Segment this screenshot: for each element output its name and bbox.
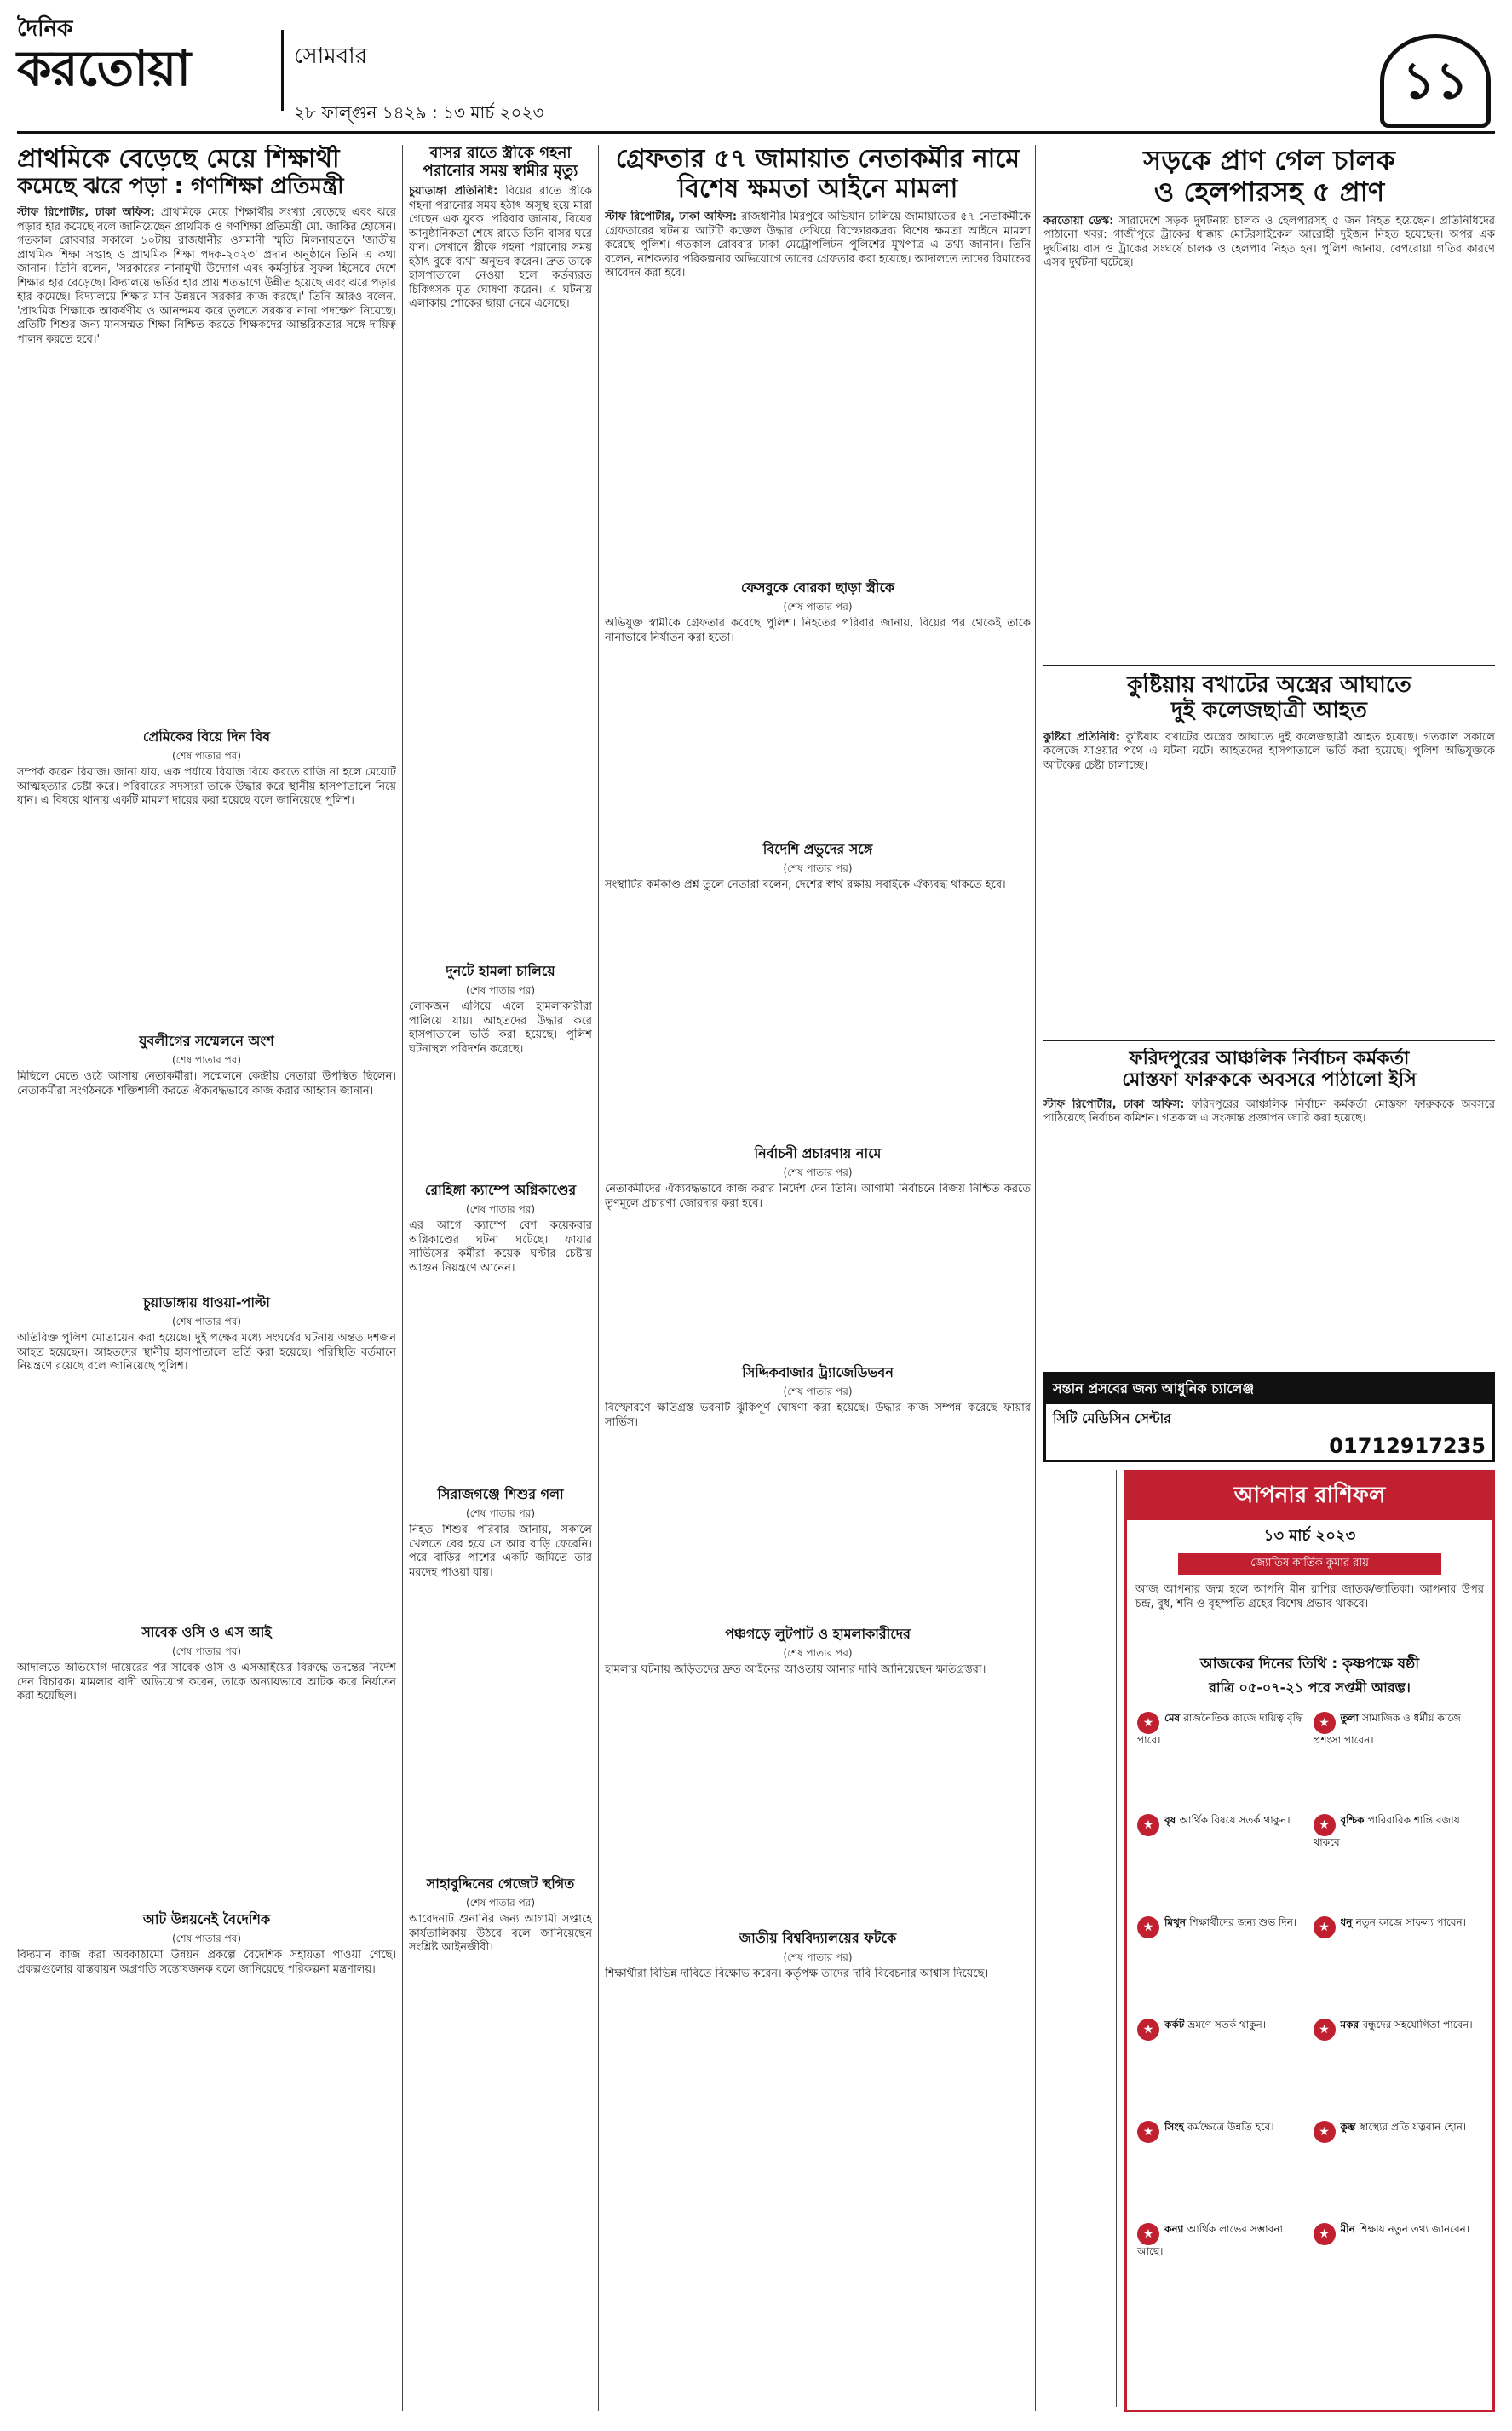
column-rule	[1035, 145, 1036, 2411]
article-text: বিয়ের রাতে স্ত্রীকে গহনা পরানোর সময় হঠাৎ অসুস্থ হয়ে মারা গেছেন এক যুবক। পরিবার জানায়, বিয়ের আনুষ্ঠানিকতা শেষে রাতে তিনি বাসর ঘরে যান। সেখানে স্ত্রীকে গহনা পরানোর সময় হঠাৎ বুকে ব্যথা অনুভব করেন। দ্রুত তাকে হাসপাতালে নেওয়া হলে কর্তব্যরত চিকিৎসক মৃত ঘোষণা করেন। এ ঘটনায় এলাকায় শোকের ছায়া নেমে এসেছে।	[409, 185, 592, 311]
horoscope-box	[1124, 1470, 1495, 2412]
continuation: (শেষ পাতার পর)	[783, 1951, 853, 1963]
horoscope-title: আপনার রাশিফল	[1127, 1472, 1492, 1520]
article-body: এর আগে ক্যাম্পে বেশ কয়েকবার অগ্নিকাণ্ডের ঘটনা ঘটেছে। ফায়ার সার্ভিসের কর্মীরা কয়েক ঘণ্টার চেষ্টায় আগুন নিয়ন্ত্রণে আনেন।	[409, 1219, 592, 1275]
continuation: (শেষ পাতার পর)	[465, 1897, 536, 1910]
subhead: সিরাজগঞ্জে শিশুর গলা	[437, 1486, 564, 1503]
article-jamaat-arrest	[605, 145, 1031, 2411]
zodiac-text: স্বাস্থ্যের প্রতি যত্নবান হোন।	[1359, 2121, 1467, 2133]
zodiac-text: আর্থিক লাভের সম্ভাবনা আছে।	[1137, 2223, 1283, 2257]
brand-small: দৈনিক	[17, 16, 73, 42]
horoscope-tithi: আজকের দিনের তিথি : কৃষ্ণপক্ষে ষষ্ঠী	[1199, 1656, 1420, 1673]
page-number: ১১	[1380, 34, 1491, 128]
zodiac-icon: ★	[1314, 1916, 1336, 1938]
continuation: (শেষ পাতার পর)	[171, 1054, 242, 1067]
article-body	[17, 206, 396, 717]
article-body: হামলার ঘটনায় জড়িতদের দ্রুত আইনের আওতায় আনার দাবি জানিয়েছেন ক্ষতিগ্রস্তরা।	[605, 1663, 986, 1676]
zodiac-text: আর্থিক বিষয়ে সতর্ক থাকুন।	[1179, 1814, 1291, 1826]
headline-second: মোস্তফা ফারুককে অবসরে পাঠালো ইসি	[1122, 1069, 1417, 1092]
article-body: বিস্ফোরণে ক্ষতিগ্রস্ত ভবনটি ঝুঁকিপূর্ণ ঘোষণা করা হয়েছে। উদ্ধার কাজ সম্পন্ন করেছে ফায়ার সার্ভিস।	[605, 1402, 1031, 1429]
zodiac-text: নতুন কাজে সাফল্য পাবেন।	[1355, 1916, 1466, 1928]
continuation: (শেষ পাতার পর)	[465, 1507, 536, 1520]
article-body: অতিরিক্ত পুলিশ মোতায়েন করা হয়েছে। দুই পক্ষের মধ্যে সংঘর্ষের ঘটনায় অন্তত দশজন আহত হয়েছেন। আহতদের স্থানীয় হাসপাতালে ভর্তি করা হয়েছে। পরিস্থিতি বর্তমানে নিয়ন্ত্রণে রয়েছে বলে জানিয়েছে পুলিশ।	[17, 1332, 396, 1374]
brand-big: করতোয়া	[17, 39, 191, 97]
article-text: রাজধানীর মিরপুরে অভিযান চালিয়ে জামায়াতের ৫৭ নেতাকর্মীকে গ্রেফতারের ঘটনায় আটটি কক্তেল উদ্ধার দেখিয়ে বিস্ফোরকদ্রব্য বিশেষ ক্ষমতা আইনে মামলা করেছে পুলিশ। গতকাল রোববার ঢাকা মেট্রোপলিটন পুলিশের মুখপাত্র এ তথ্য জানান। তিনি বলেন, নাশকতার পরিকল্পনার অভিযোগে তাদের গ্রেফতার করা হয়েছে। আদালতে তাদের রিমান্ডের আবেদন করা হবে।	[605, 210, 1031, 279]
zodiac-text: সামাজিক ও ধর্মীয় কাজে প্রশংসা পাবেন।	[1313, 1712, 1461, 1746]
zodiac-sign	[1134, 2218, 1310, 2320]
continuation: (শেষ পাতার পর)	[171, 750, 242, 763]
subhead: যুবলীগের সম্মেলনে অংশ	[139, 1033, 274, 1050]
zodiac-name: মিথুন	[1164, 1916, 1190, 1928]
article-body	[1043, 731, 1495, 1004]
subhead: সাবেক ওসি ও এস আই	[141, 1624, 272, 1641]
subhead: দুনটে হামলা চালিয়ে	[446, 963, 555, 980]
zodiac-icon: ★	[1137, 1712, 1159, 1734]
zodiac-icon: ★	[1137, 1814, 1159, 1836]
zodiac-sign	[1134, 1911, 1310, 2013]
zodiac-sign	[1310, 1911, 1486, 2013]
article-body: অভিযুক্ত স্বামীকে গ্রেফতার করেছে পুলিশ। নিহতের পরিবার জানায়, বিয়ের পর থেকেই তাকে নানাভাবে নির্যাতন করা হতো।	[605, 617, 1031, 644]
zodiac-icon: ★	[1314, 2121, 1336, 2143]
headline: কুষ্টিয়ায় বখাটের অস্ত্রের আঘাতে	[1127, 673, 1411, 698]
headline: ফরিদপুরের আঞ্চলিক নির্বাচন কর্মকর্তা	[1129, 1048, 1410, 1069]
zodiac-icon: ★	[1314, 1712, 1336, 1734]
subhead: সিদ্দিকবাজার ট্র্যাজেডিভবন	[742, 1364, 894, 1380]
article-body: বিদ্যমান কাজ করা অবকাঠামো উন্নয়ন প্রকল্পে বৈদেশিক সহায়তা পাওয়া গেছে। প্রকল্পগুলোর বাস্তবায়ন অগ্রগতি সন্তোষজনক বলে জানিয়েছে পরিকল্পনা মন্ত্রণালয়।	[17, 1949, 396, 1976]
dateline: স্টাফ রিপোর্টার, ঢাকা অফিস:	[17, 206, 155, 220]
dateline: চুয়াডাঙ্গা প্রতিনিধি:	[409, 185, 498, 199]
continuation: (শেষ পাতার পর)	[783, 1167, 853, 1178]
zodiac-name: মীন	[1340, 2223, 1359, 2235]
article-body: নেতাকর্মীদের ঐক্যবদ্ধভাবে কাজ করার নির্দেশ দেন তিনি। আগামী নির্বাচনে বিজয় নিশ্চিত করতে তৃণমূলে প্রচারণা জোরদার করা হবে।	[605, 1183, 1031, 1210]
headline: গ্রেফতার ৫৭ জামায়াত নেতাকর্মীর নামে বিশেষ ক্ষমতা আইনে মামলা	[615, 145, 1020, 204]
zodiac-text: পারিবারিক শান্তি বজায় থাকবে।	[1313, 1814, 1460, 1848]
article-body: আবেদনটি শুনানির জন্য আগামী সপ্তাহে কার্যতালিকায় উঠবে বলে জানিয়েছেন সংশ্লিষ্ট আইনজীবী।	[409, 1913, 592, 1955]
zodiac-sign	[1310, 1809, 1486, 1911]
zodiac-name: মকর	[1340, 2019, 1363, 2031]
zodiac-sign	[1134, 2116, 1310, 2218]
masthead-rule	[17, 131, 1495, 134]
article-text: সারাদেশে সড়ক দুর্ঘটনায় চালক ও হেলপারসহ ৫ জন নিহত হয়েছেন। প্রতিনিধিদের পাঠানো খবর: গাজীপুরে ট্রাকের ধাক্কায় মোটরসাইকেল আরোহী দুইজন নিহত হয়েছেন। অপর এক দুর্ঘটনায় বাস ও ট্রাকের সংঘর্ষে চালক ও হেলপার নিহত হন। পুলিশ জানায়, বেপরোয়া গতির কারণে এসব দুর্ঘটনা ঘটেছে।	[1043, 214, 1495, 270]
article-body	[1043, 215, 1495, 624]
horoscope-author: জ্যোতিষ কার্তিক কুমার রায়	[1178, 1553, 1441, 1575]
headline: সড়কে প্রাণ গেল চালক	[1143, 145, 1395, 176]
dateline: কুষ্টিয়া প্রতিনিধি:	[1043, 730, 1120, 744]
zodiac-sign	[1134, 1707, 1310, 1809]
zodiac-text: শিক্ষায় নতুন তথ্য জানবেন।	[1358, 2223, 1470, 2235]
section-rule	[1043, 665, 1495, 666]
article-body: মিছিলে মেতে ওঠে আসায় নেতাকর্মীরা। সম্মেলনে কেন্দ্রীয় নেতারা উপস্থিত ছিলেন। নেতাকর্মীরা সংগঠনকে শক্তিশালী করতে ঐক্যবদ্ধভাবে কাজ করার আহ্বান জানান।	[17, 1070, 396, 1097]
article-election-officer	[1043, 1048, 1495, 1363]
article-body	[1043, 1098, 1495, 1337]
zodiac-text: কর্মক্ষেত্রে উন্নতি হবে।	[1187, 2121, 1274, 2133]
article-body: লোকজন এগিয়ে এলে হামলাকারীরা পালিয়ে যায়। আহতদের উদ্ধার করে হাসপাতালে ভর্তি করা হয়েছে। পুলিশ ঘটনাস্থল পরিদর্শন করেছে।	[409, 1000, 592, 1056]
column-rule	[402, 145, 403, 2411]
article-text: কুষ্টিয়ায় বখাটের অস্ত্রের আঘাতে দুই কলেজছাত্রী আহত হয়েছে। গতকাল সকালে কলেজে যাওয়ার পথে এ ঘটনা ঘটে। আহতদের হাসপাতালে ভর্তি করা হয়েছে। পুলিশ অভিযুক্তকে আটকের চেষ্টা চালাচ্ছে।	[1043, 730, 1495, 772]
subhead: বিদেশি প্রভুদের সঙ্গে	[762, 841, 873, 857]
zodiac-text: ভ্রমণে সতর্ক থাকুন।	[1187, 2019, 1267, 2031]
subhead: নির্বাচনী প্রচারণায় নামে	[754, 1145, 882, 1161]
zodiac-text: রাজনৈতিক কাজে দায়িত্ব বৃদ্ধি পাবে।	[1137, 1712, 1303, 1746]
masthead-divider	[281, 30, 284, 111]
continuation: (শেষ পাতার পর)	[783, 862, 853, 874]
article-kushtia-attack	[1043, 673, 1495, 1031]
zodiac-name: মেষ	[1164, 1712, 1184, 1724]
zodiac-sign	[1310, 1707, 1486, 1809]
zodiac-icon: ★	[1314, 2223, 1336, 2245]
zodiac-icon: ★	[1314, 1814, 1336, 1836]
issue-date: ২৮ ফাল্গুন ১৪২৯ : ১৩ মার্চ ২০২৩	[294, 102, 544, 123]
zodiac-name: কন্যা	[1164, 2223, 1187, 2235]
zodiac-name: বৃষ	[1164, 1814, 1180, 1826]
subhead: পঞ্চগড়ে লুটপাট ও হামলাকারীদের	[725, 1626, 911, 1642]
headline: বাসর রাতে স্ত্রীকে গহনা পরানোর সময় স্বামীর মৃত্যু	[423, 145, 578, 180]
headline-second: ও হেলপারসহ ৫ প্রাণ	[1153, 175, 1385, 208]
horoscope-date: ১৩ মার্চ ২০২৩	[1263, 1527, 1356, 1545]
zodiac-grid	[1127, 1707, 1492, 2320]
continuation: (শেষ পাতার পর)	[783, 1647, 853, 1659]
zodiac-icon: ★	[1314, 2019, 1336, 2041]
zodiac-icon: ★	[1137, 2121, 1159, 2143]
horoscope-intro: আজ আপনার জন্ম হলে আপনি মীন রাশির জাতক/জাতিকা। আপনার উপর চন্দ্র, বুধ, শনি ও বৃহস্পতি গ্রহের বিশেষ প্রভাব থাকবে।	[1135, 1583, 1484, 1610]
zodiac-icon: ★	[1137, 2223, 1159, 2245]
article-body: আদালতে অভিযোগ দায়েরের পর সাবেক ওসি ও এসআইয়ের বিরুদ্ধে তদন্তের নির্দেশ দেন বিচারক। মামলার বাদী অভিযোগ করেন, তাকে অন্যায়ভাবে আটক করে নির্যাতন করা হয়েছিল।	[17, 1662, 396, 1703]
masthead-logo	[17, 17, 273, 119]
zodiac-sign	[1310, 2218, 1486, 2320]
subhead: প্রেমিকের বিয়ে দিন বিষ	[142, 729, 271, 746]
headline: প্রাথমিকে বেড়েছে মেয়ে শিক্ষার্থী	[17, 145, 340, 174]
zodiac-icon: ★	[1137, 1916, 1159, 1938]
continuation: (শেষ পাতার পর)	[171, 1316, 242, 1328]
horoscope-tithi-second: রাত্রি ০৫-০৭-২১ পরে সপ্তমী আরম্ভ।	[1209, 1679, 1411, 1696]
continuation: (শেষ পাতার পর)	[465, 1203, 536, 1216]
zodiac-text: বন্ধুদের সহযোগিতা পাবেন।	[1362, 2019, 1473, 2031]
ad-phone: 01712917235	[1329, 1434, 1486, 1458]
section-rule	[1043, 1040, 1495, 1041]
article-body: সম্পর্ক করেন রিয়াজ। জানা যায়, এক পর্যায়ে রিয়াজ বিয়ে করতে রাজি না হলে মেয়েটি আত্মহত্যার চেষ্টা করে। পরিবারের সদস্যরা তাকে উদ্ধার করে স্থানীয় হাসপাতালে নিয়ে যান। এ বিষয়ে থানায় একটি মামলা দায়ের করা হয়েছে বলে জানিয়েছে পুলিশ।	[17, 766, 396, 808]
article-body: নিহত শিশুর পরিবার জানায়, সকালে খেলতে বের হয়ে সে আর বাড়ি ফেরেনি। পরে বাড়ির পাশের একটি জমিতে তার মরদেহ পাওয়া যায়।	[409, 1524, 592, 1579]
zodiac-sign	[1310, 2013, 1486, 2116]
zodiac-sign	[1310, 2116, 1486, 2218]
continuation: (শেষ পাতার পর)	[171, 1645, 242, 1658]
subhead: রোহিঙ্গা ক্যাম্পে অগ্নিকাণ্ডের	[424, 1182, 577, 1199]
dateline: স্টাফ রিপোর্টার, ঢাকা অফিস:	[605, 210, 738, 223]
article-text: প্রাথমিকে মেয়ে শিক্ষার্থীর সংখ্যা বেড়েছে এবং ঝরে পড়ার হার কমেছে বলে জানিয়েছেন প্রাথমিক ও গণশিক্ষা প্রতিমন্ত্রী মো. জাকির হোসেন। গতকাল রোববার সকালে ১০টায় রাজধানীর ওসমানী স্মৃতি মিলনায়তনে 'জাতীয় প্রাথমিক শিক্ষা সপ্তাহ ও প্রাথমিক শিক্ষা পদক-২০২৩' প্রদান অনুষ্ঠানে তিনি এ কথা জানান। তিনি বলেন, 'সরকারের নানামুখী উদ্যোগ এবং কর্মসূচির সুফল হিসেবে দেশে শিক্ষার হার বেড়েছে। বিদ্যালয়ে ভর্তির হার প্রায় শতভাগে উন্নীত হয়েছে এবং ঝরে পড়ার হার কমেছে। বিদ্যালয়ে শিক্ষার মান উন্নয়নে সরকার কাজ করছে।' তিনি আরও বলেন, 'প্রাথমিক শিক্ষাকে আকর্ষণীয় ও আনন্দময় করে তুলতে সরকার নানা পদক্ষেপ নিয়েছে। প্রতিটি শিশুর জন্য মানসম্মত শিক্ষা নিশ্চিত করতে শিক্ষকদের আন্তরিকতার সঙ্গে দায়িত্ব পালন করতে হবে।'	[17, 206, 396, 346]
continuation: (শেষ পাতার পর)	[171, 1933, 242, 1945]
column-rule	[598, 145, 599, 2411]
article-body: শিক্ষার্থীরা বিভিন্ন দাবিতে বিক্ষোভ করেন। কর্তৃপক্ষ তাদের দাবি বিবেচনার আশ্বাস দিয়েছে।	[605, 1967, 989, 1980]
subhead: আট উন্নয়নেই বৈদেশিক	[142, 1911, 271, 1928]
dateline: করতোয়া ডেস্ক:	[1043, 214, 1114, 228]
article-text: ফরিদপুরের আঞ্চলিক নির্বাচন কর্মকর্তা মোস্তফা ফারুককে অবসরে পাঠিয়েছে নির্বাচন কমিশন। গতকাল এ সংক্রান্ত প্রজ্ঞাপন জারি করা হয়েছে।	[1043, 1097, 1495, 1126]
zodiac-name: বৃশ্চিক	[1340, 1814, 1368, 1826]
article-body: সংস্থাটির কর্মকাণ্ড প্রশ্ন তুলে নেতারা বলেন, দেশের স্বার্থ রক্ষায় সবাইকে ঐক্যবদ্ধ থাকতে হবে।	[605, 879, 1006, 891]
weekday: সোমবার	[294, 43, 368, 69]
zodiac-name: কর্কট	[1164, 2019, 1188, 2031]
zodiac-sign	[1134, 1809, 1310, 1911]
article-wedding-night-death	[409, 145, 592, 2411]
subhead: সাহাবুদ্দিনের গেজেট স্থগিত	[426, 1875, 575, 1892]
dateline: স্টাফ রিপোর্টার, ঢাকা অফিস:	[1043, 1097, 1185, 1111]
zodiac-name: সিংহ	[1164, 2121, 1188, 2133]
clinic-advertisement	[1043, 1372, 1495, 1462]
article-body	[409, 185, 592, 952]
horoscope-side-strip	[1043, 1470, 1117, 2407]
subhead: ফেসবুকে বোরকা ছাড়া স্ত্রীকে	[740, 579, 895, 596]
zodiac-icon: ★	[1137, 2019, 1159, 2041]
zodiac-sign	[1134, 2013, 1310, 2116]
headline-second: দুই কলেজছাত্রী আহত	[1171, 697, 1367, 723]
continuation: (শেষ পাতার পর)	[783, 601, 853, 613]
headline-second: কমেছে ঝরে পড়া : গণশিক্ষা প্রতিমন্ত্রী	[17, 173, 344, 199]
zodiac-text: শিক্ষার্থীদের জন্য শুভ দিন।	[1189, 1916, 1297, 1928]
article-primary-education	[17, 145, 396, 2411]
zodiac-name: কুম্ভ	[1340, 2121, 1360, 2133]
article-body	[605, 210, 1031, 568]
zodiac-name: তুলা	[1340, 1712, 1363, 1724]
subhead: চুয়াডাঙ্গায় ধাওয়া-পাল্টা	[143, 1294, 270, 1311]
article-road-accident	[1043, 145, 1495, 656]
ad-subtitle: সিটি মেডিসিন সেন্টার	[1053, 1410, 1172, 1426]
continuation: (শেষ পাতার পর)	[783, 1385, 853, 1397]
subhead: জাতীয় বিশ্ববিদ্যালয়ের ফটকে	[739, 1930, 897, 1946]
continuation: (শেষ পাতার পর)	[465, 984, 536, 997]
zodiac-name: ধনু	[1340, 1916, 1356, 1928]
ad-title: সন্তান প্রসবের জন্য আধুনিক চ্যালেঞ্জ	[1046, 1374, 1492, 1404]
